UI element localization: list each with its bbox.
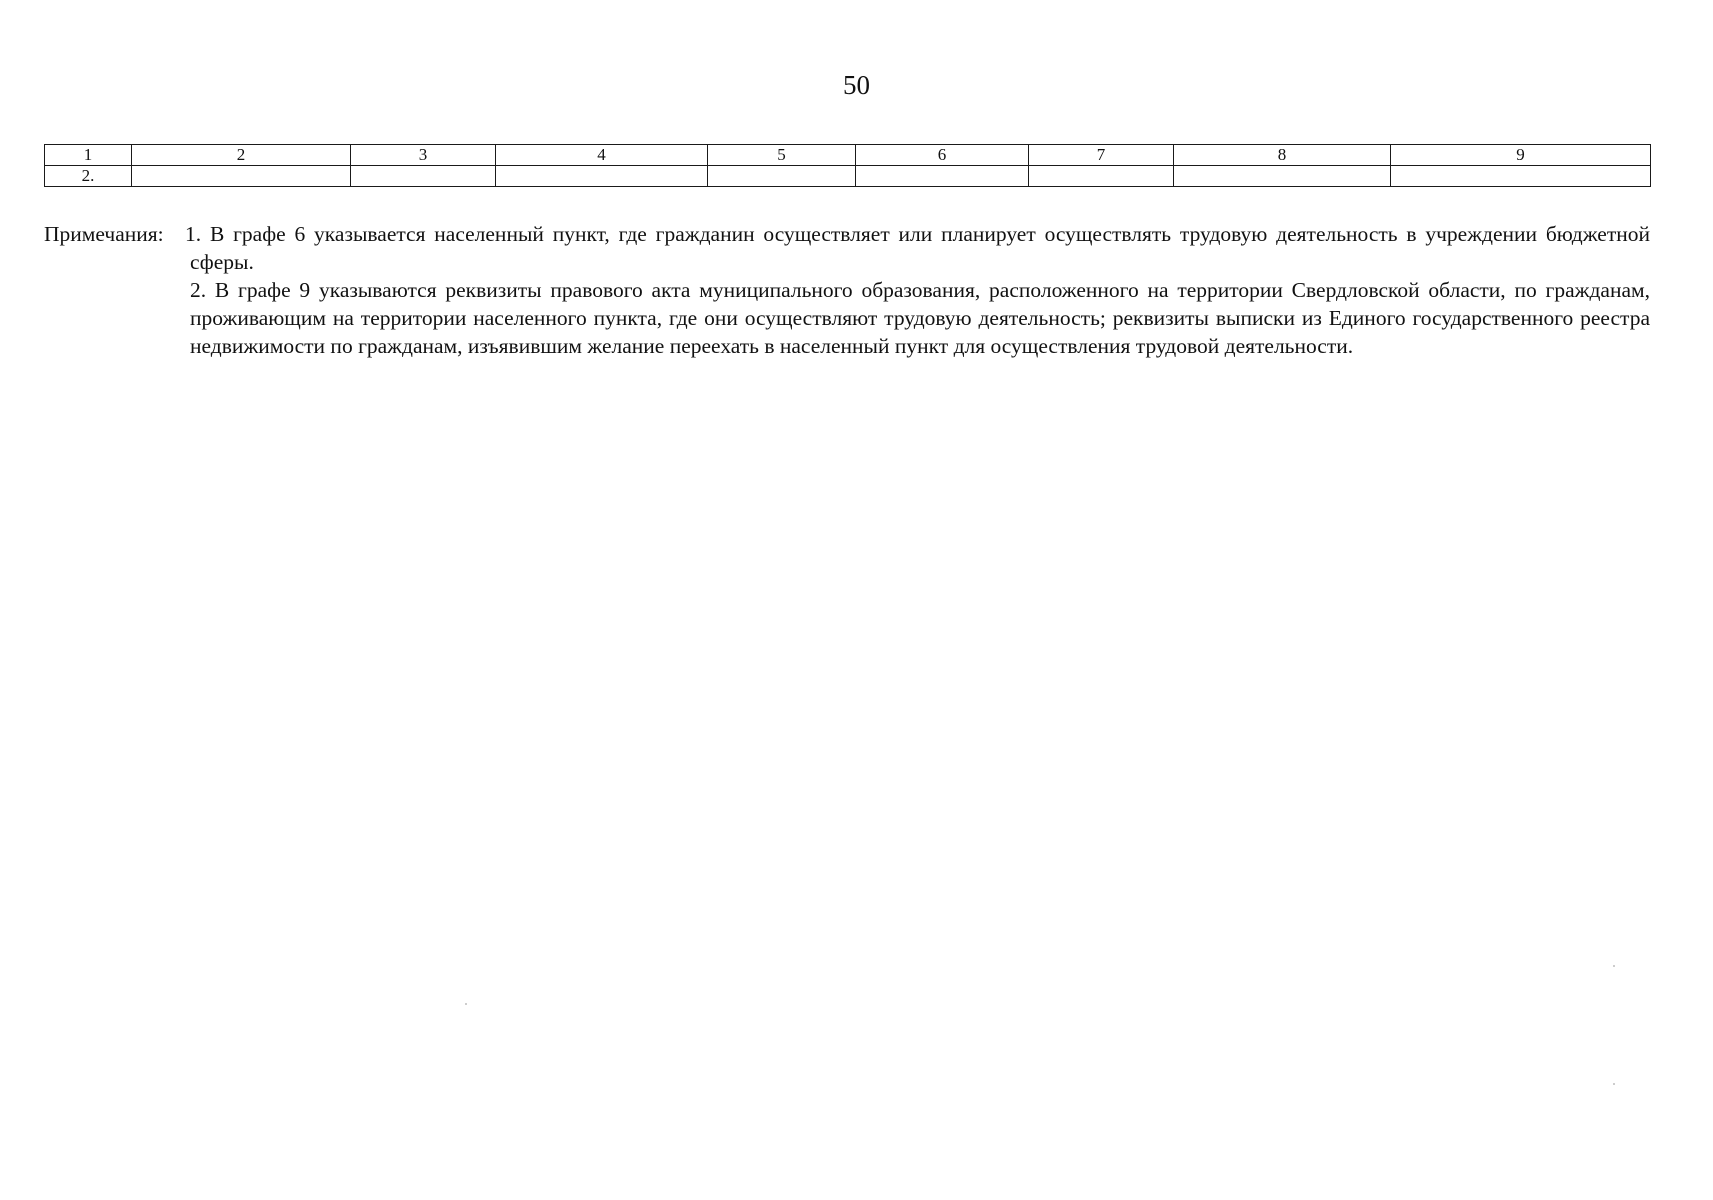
table-cell: 2. <box>45 166 132 187</box>
table-header-cell: 7 <box>1029 145 1174 166</box>
table-cell <box>496 166 708 187</box>
table-header-cell: 1 <box>45 145 132 166</box>
notes-section <box>44 220 1650 360</box>
table-cell <box>132 166 351 187</box>
table-cell <box>1174 166 1391 187</box>
table-row <box>45 166 1651 187</box>
table-header-cell: 8 <box>1174 145 1391 166</box>
table-header-row <box>45 145 1651 166</box>
table-cell <box>351 166 496 187</box>
table-cell <box>708 166 856 187</box>
page-number: 50 <box>843 70 870 100</box>
notes-label: Примечания: <box>44 222 164 246</box>
table-header-cell: 6 <box>856 145 1029 166</box>
table-header-cell: 9 <box>1391 145 1651 166</box>
table-cell <box>1391 166 1651 187</box>
scan-speck <box>1613 965 1615 967</box>
note-item-1: 1. В графе 6 указывается населенный пункт, где гражданин осуществляет или планирует осуществлять трудовую деятельность в учреждении бюджетной сферы. <box>185 222 1650 274</box>
scan-speck <box>1613 1083 1615 1085</box>
data-table <box>44 144 1651 187</box>
table-header-cell: 3 <box>351 145 496 166</box>
table-header-cell: 4 <box>496 145 708 166</box>
table-header-cell: 2 <box>132 145 351 166</box>
table-header-cell: 5 <box>708 145 856 166</box>
table-cell <box>856 166 1029 187</box>
notes-body <box>185 220 1650 360</box>
note-item-2: 2. В графе 9 указываются реквизиты правового акта муниципального образования, расположенного на территории Свердловской области, по гражданам, проживающим на территории населенного пункта, где они осуществляют трудовую деятельность; реквизиты выписки из Единого государственного реестра недвижимости по гражданам, изъявившим желание переехать в населенный пункт для осуществления трудовой деятельности. <box>190 278 1650 358</box>
table-cell <box>1029 166 1174 187</box>
scan-speck <box>465 1003 467 1005</box>
